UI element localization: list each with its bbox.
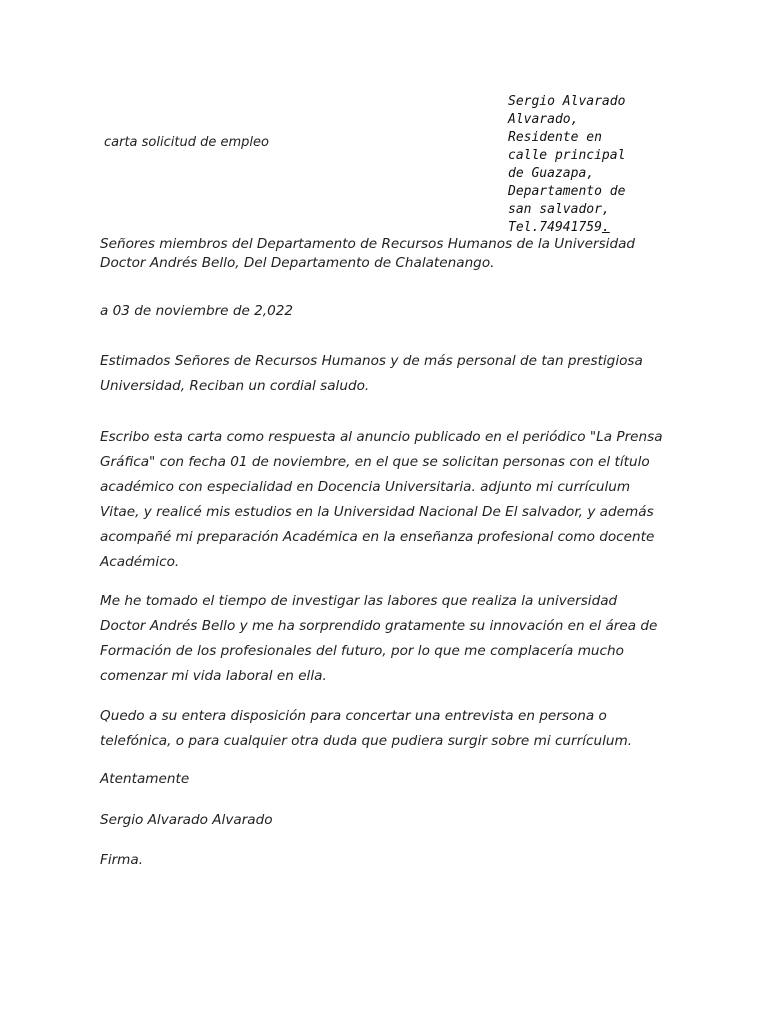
- recipient-line: Doctor Andrés Bello, Del Departamento de Chalatenango.: [100, 255, 495, 271]
- sender-phone-suffix: .: [601, 220, 610, 235]
- letter-date: a 03 de noviembre de 2,022: [100, 303, 294, 319]
- greeting-paragraph: [100, 349, 680, 399]
- body-line: Doctor Andrés Bello y me ha sorprendido gratamente su innovación en el área de: [100, 618, 658, 634]
- sender-line: calle principal: [508, 148, 626, 163]
- body-paragraph-3: [100, 704, 680, 754]
- greeting-line: Estimados Señores de Recursos Humanos y de más personal de tan prestigiosa: [100, 353, 643, 369]
- sender-line: Alvarado,: [508, 112, 579, 127]
- body-line: Me he tomado el tiempo de investigar las labores que realiza la universidad: [100, 593, 618, 609]
- sender-line: Residente en: [508, 130, 602, 145]
- body-line: Quedo a su entera disposición para concertar una entrevista en persona o: [100, 708, 607, 724]
- signature-name: Sergio Alvarado Alvarado: [100, 812, 273, 828]
- sender-phone: Tel.74941759: [508, 220, 602, 235]
- sender-line: de Guazapa,: [508, 166, 595, 181]
- body-line: Académico.: [100, 554, 180, 570]
- sender-address-block: [508, 93, 668, 237]
- body-line: telefónica, o para cualquier otra duda que pudiera surgir sobre mi currículum.: [100, 733, 633, 749]
- body-line: Formación de los profesionales del futuro, por lo que me complacería mucho: [100, 643, 624, 659]
- body-line: Vitae, y realicé mis estudios en la Universidad Nacional De El salvador, y además: [100, 504, 654, 520]
- body-line: comenzar mi vida laboral en ella.: [100, 668, 327, 684]
- signature-label: Firma.: [100, 852, 144, 868]
- recipient-block: [100, 235, 680, 273]
- sender-line: Sergio Alvarado: [508, 94, 626, 109]
- body-line: acompañé mi preparación Académica en la enseñanza profesional como docente: [100, 529, 655, 545]
- body-paragraph-2: [100, 589, 680, 689]
- greeting-line: Universidad, Reciban un cordial saludo.: [100, 378, 370, 394]
- body-paragraph-1: [100, 425, 680, 575]
- closing: Atentamente: [100, 771, 190, 787]
- document-title: carta solicitud de empleo: [104, 135, 269, 150]
- sender-line: Departamento de: [508, 184, 626, 199]
- body-line: Gráfica" con fecha 01 de noviembre, en el que se solicitan personas con el título: [100, 454, 650, 470]
- body-line: académico con especialidad en Docencia Universitaria. adjunto mi currículum: [100, 479, 631, 495]
- sender-line: san salvador,: [508, 202, 610, 217]
- recipient-line: Señores miembros del Departamento de Recursos Humanos de la Universidad: [100, 236, 636, 252]
- body-line: Escribo esta carta como respuesta al anuncio publicado en el periódico "La Prensa: [100, 429, 663, 445]
